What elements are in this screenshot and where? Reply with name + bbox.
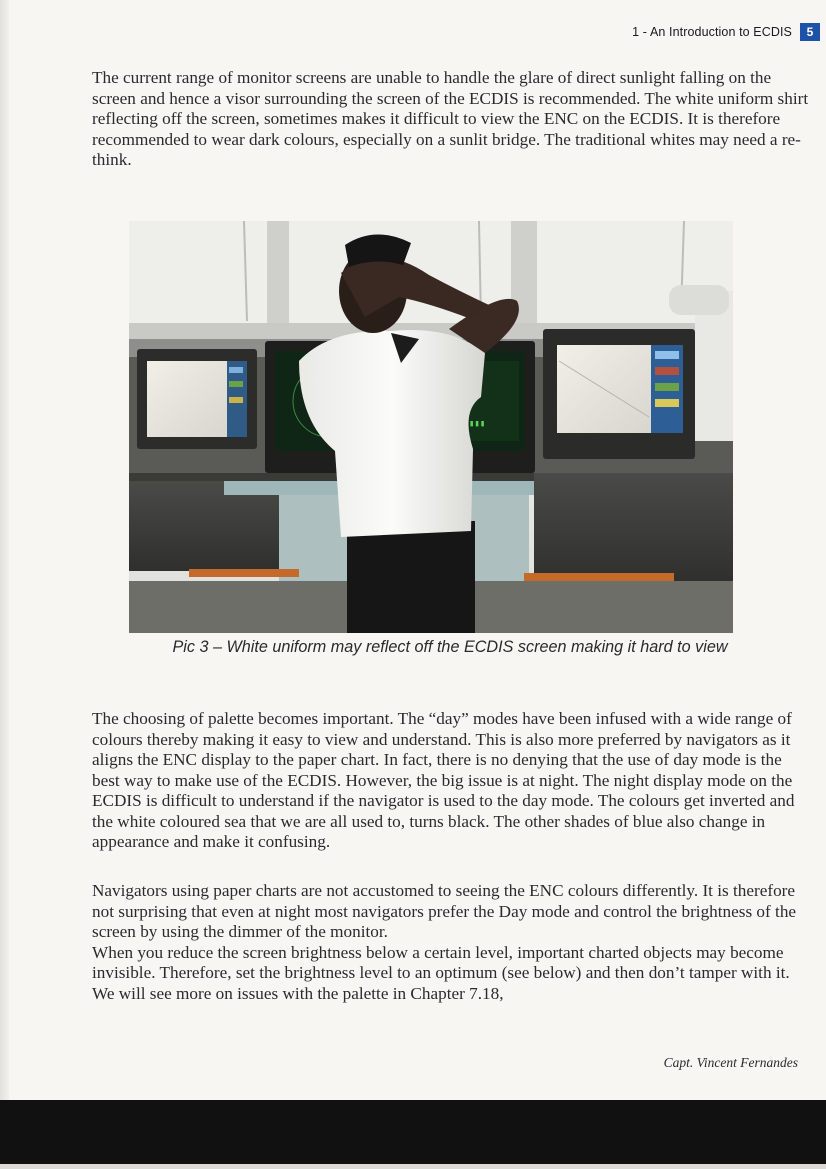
footer-dark-band bbox=[0, 1100, 826, 1164]
paragraph-visor-glare: The current range of monitor screens are unable to handle the glare of direct sunlight falling on the screen and hence a visor surrounding the screen of the ECDIS is recommended. The white uniform shirt reflecting off the screen, sometimes makes it difficult to view the ENC on the ECDIS. It is therefore recommended to wear dark colours, especially on a sunlit bridge. The traditional whites may need a re-think. bbox=[92, 68, 809, 169]
paragraph-brightness-level: When you reduce the screen brightness below a certain level, important charted objects may become invisible. Therefore, set the brightness level to an optimum (see below) and then don’t tamper with it. bbox=[92, 942, 790, 982]
running-header bbox=[632, 22, 820, 42]
page-number-badge: 5 bbox=[800, 23, 820, 41]
left-ecdis-monitor bbox=[137, 349, 257, 449]
bridge-ecdis-photo bbox=[129, 221, 733, 633]
paragraph-group-brightness bbox=[92, 881, 812, 1004]
svg-text:▮▮▮: ▮▮▮ bbox=[469, 419, 486, 429]
page-edge-shadow bbox=[0, 0, 9, 1169]
chapter-title: 1 - An Introduction to ECDIS bbox=[632, 25, 792, 39]
figure-caption: Pic 3 – White uniform may reflect off the ECDIS screen making it hard to view bbox=[172, 638, 728, 656]
footer-edge-strip bbox=[0, 1164, 826, 1169]
paragraph-palette: The choosing of palette becomes important. The “day” modes have been infused with a wide range of colours thereby making it easy to view and understand. This is also more preferred by navigators as it aligns the ENC display to the paper chart. In fact, there is no denying that the use of day mode is the best way to make use of the ECDIS. However, the big issue is at night. The night display mode on the ECDIS is difficult to understand if the navigator is used to the day mode. The colours get inverted and the white coloured sea that we are all used to, turns black. The other shades of blue also change in appearance and make it confusing. bbox=[92, 709, 795, 851]
author-signature: Capt. Vincent Fernandes bbox=[663, 1055, 798, 1070]
paragraph-chapter-reference: We will see more on issues with the palette in Chapter 7.18, bbox=[92, 983, 504, 1003]
paragraph-day-mode: Navigators using paper charts are not accustomed to seeing the ENC colours differently. It is therefore not surprising that even at night most navigators prefer the Day mode and control the brightness of the screen by using the dimmer of the monitor. bbox=[92, 881, 797, 941]
right-ecdis-monitor bbox=[543, 329, 695, 459]
